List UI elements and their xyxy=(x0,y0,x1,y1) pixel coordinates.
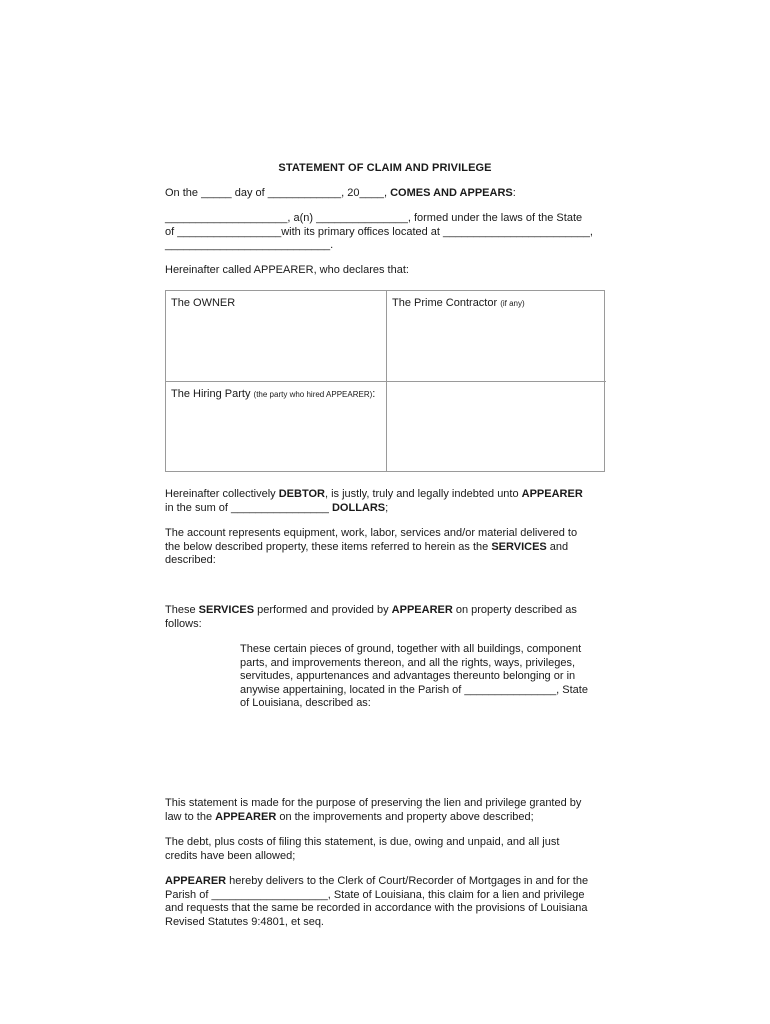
purpose-line-1: This statement is made for the purpose of preserving the lien and privilege granted by xyxy=(165,797,582,809)
services-text-1: These xyxy=(165,604,199,616)
debtor-bold: DEBTOR xyxy=(278,488,325,500)
debt-line-2: credits have been allowed; xyxy=(165,849,296,862)
appearer-bold: APPEARER xyxy=(521,488,583,500)
hiring-party-note: (the party who hired APPEARER) xyxy=(253,390,373,399)
intro-text: On the _____ day of ____________, 20____, xyxy=(165,187,391,199)
property-line-2: parts, and improvements thereon, and all the rights, ways, privileges, xyxy=(240,656,576,669)
delivery-text-1: hereby delivers to the Clerk of Court/Recorder of Mortgages in and for the xyxy=(226,875,589,887)
debt-paragraph xyxy=(165,836,607,863)
document-title: STATEMENT OF CLAIM AND PRIVILEGE xyxy=(278,162,492,174)
comes-and-appears: COMES AND APPEARS xyxy=(390,187,513,199)
appearer-identity xyxy=(165,212,607,253)
account-line-1: The account represents equipment, work, labor, services and/or material delivered to xyxy=(165,527,578,539)
owner-cell[interactable] xyxy=(166,291,387,382)
delivery-line-2: Parish of ___________________, State of Louisiana, this claim for a lien and privilege xyxy=(165,888,585,901)
account-text-3: and xyxy=(546,540,569,553)
services-text-2: performed and provided by xyxy=(254,604,392,616)
account-line-3: described: xyxy=(165,554,216,566)
debtor-text-2: , is justly, truly and legally indebted unto xyxy=(324,488,522,500)
account-text-2: the below described property, these items referred to herein as the xyxy=(165,540,492,553)
property-line-4: anywise appertaining, located in the Parish of _______________, State xyxy=(240,683,588,696)
property-description xyxy=(240,643,608,711)
party-table xyxy=(165,290,605,472)
appearer-bold: APPEARER xyxy=(391,604,453,616)
account-paragraph xyxy=(165,527,607,568)
debt-line-1: The debt, plus costs of filing this statement, is due, owing and unpaid, and all just xyxy=(165,836,560,848)
intro-line xyxy=(165,187,607,201)
property-line-5: of Louisiana, described as: xyxy=(240,697,371,709)
prime-contractor-label: The Prime Contractor xyxy=(392,297,498,309)
debtor-text-1: Hereinafter collectively xyxy=(165,488,279,500)
purpose-text-2: law to the xyxy=(165,810,216,823)
debtor-text-3: in the sum of ________________ xyxy=(165,501,332,514)
hereinafter-line: Hereinafter called APPEARER, who declares that: xyxy=(165,264,409,276)
appearer-line-2: of _________________with its primary offices located at ________________________, xyxy=(165,225,593,238)
dollars-bold: DOLLARS xyxy=(331,501,386,514)
hiring-party-colon: : xyxy=(372,388,376,400)
property-line-1: These certain pieces of ground, together with all buildings, component xyxy=(240,643,582,655)
owner-label: The OWNER xyxy=(171,297,236,309)
hiring-party-label: The Hiring Party xyxy=(171,388,251,400)
services-paragraph xyxy=(165,604,607,631)
purpose-text-3: on the improvements and property above described; xyxy=(276,810,534,823)
hiring-party-cell[interactable] xyxy=(166,382,387,471)
prime-contractor-note: (if any) xyxy=(500,299,525,308)
delivery-line-4: Revised Statutes 9:4801, et seq. xyxy=(165,915,324,928)
intro-colon: : xyxy=(512,187,516,199)
prime-contractor-cell[interactable] xyxy=(387,291,606,382)
appearer-bold: APPEARER xyxy=(165,875,227,887)
appearer-line-3: ___________________________. xyxy=(165,239,334,251)
purpose-paragraph xyxy=(165,797,607,824)
appearer-bold: APPEARER xyxy=(215,810,277,823)
delivery-paragraph xyxy=(165,875,607,929)
services-text-3: on property described as xyxy=(452,604,577,616)
empty-cell[interactable] xyxy=(387,382,606,471)
services-bold: SERVICES xyxy=(198,604,255,616)
property-line-3: servitudes, appurtenances and advantages thereunto belonging or in xyxy=(240,670,576,682)
appearer-line-1: ____________________, a(n) _______________, formed under the laws of the State xyxy=(165,212,583,224)
delivery-line-3: and requests that the same be recorded in accordance with the provisions of Louisiana xyxy=(165,902,588,914)
services-line-2: follows: xyxy=(165,617,202,630)
services-bold: SERVICES xyxy=(491,540,547,553)
debtor-paragraph xyxy=(165,488,607,515)
debtor-semicolon: ; xyxy=(385,501,389,514)
